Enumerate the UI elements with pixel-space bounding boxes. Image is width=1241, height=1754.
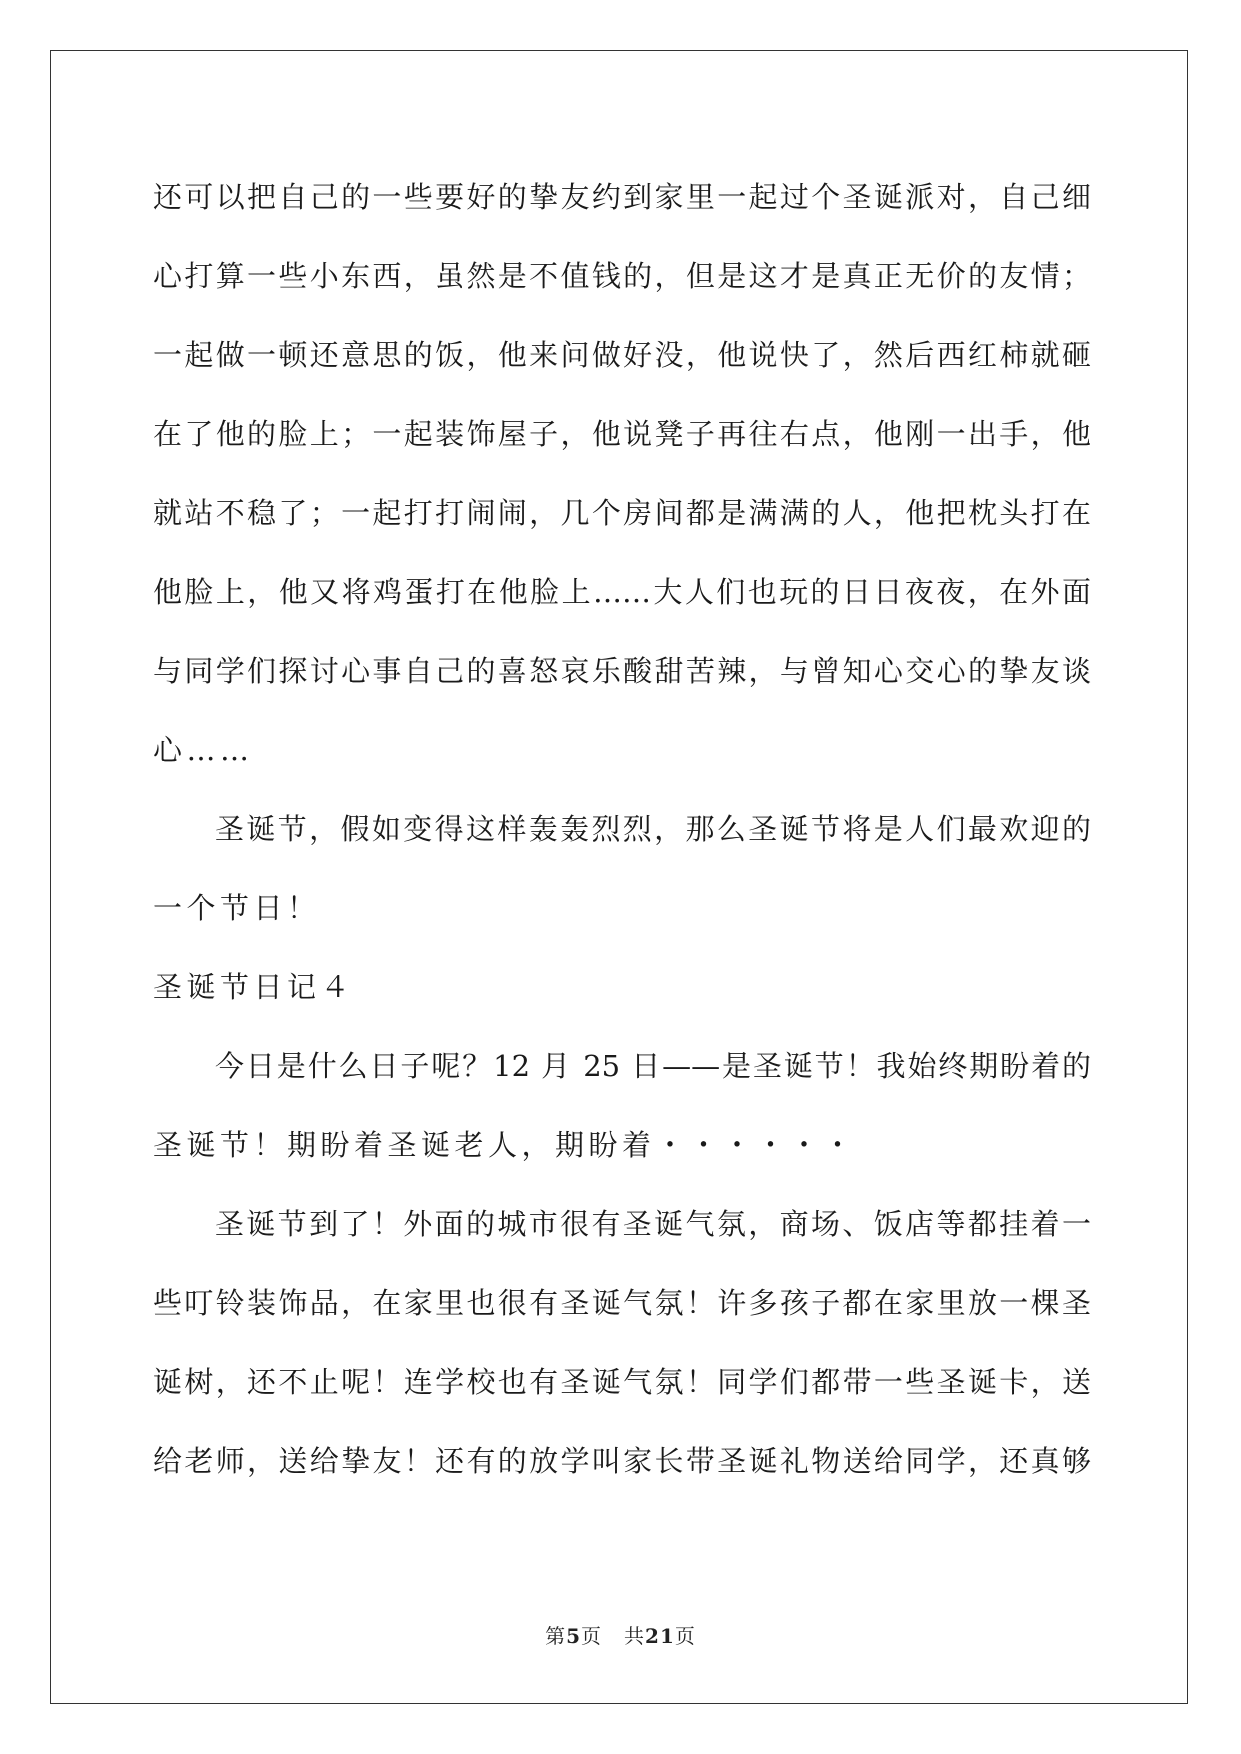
text-line: 心…… xyxy=(153,733,254,767)
page-footer xyxy=(0,1624,1241,1648)
text-line: 圣诞节！期盼着圣诞老人，期盼着・・・・・・ xyxy=(153,1128,857,1162)
text-line: 还可以把自己的一些要好的挚友约到家里一起过个圣诞派对，自己细 xyxy=(153,180,1091,214)
page-prefix: 第 xyxy=(545,1624,567,1648)
text-line: 诞树，还不止呢！连学校也有圣诞气氛！同学们都带一些圣诞卡，送 xyxy=(153,1365,1091,1399)
text-line: 一起做一顿还意思的饭，他来问做好没，他说快了，然后西红柿就砸 xyxy=(153,338,1091,372)
total-suffix: 页 xyxy=(674,1624,696,1648)
paragraph-first-line: 圣诞节，假如变得这样轰轰烈烈，那么圣诞节将是人们最欢迎的 xyxy=(215,812,1091,846)
paragraph-first-line: 今日是什么日子呢？12 月 25 日——是圣诞节！我始终期盼着的 xyxy=(215,1049,1091,1083)
total-pages: 21 xyxy=(645,1624,675,1648)
section-heading: 圣诞节日记４ xyxy=(153,970,355,1004)
total-prefix: 共 xyxy=(624,1624,646,1648)
text-line: 在了他的脸上；一起装饰屋子，他说凳子再往右点，他刚一出手，他 xyxy=(153,417,1091,451)
text-line: 与同学们探讨心事自己的喜怒哀乐酸甜苦辣，与曾知心交心的挚友谈 xyxy=(153,654,1091,688)
text-line: 一个节日！ xyxy=(153,891,321,925)
text-line: 些叮铃装饰品，在家里也很有圣诞气氛！许多孩子都在家里放一棵圣 xyxy=(153,1286,1091,1320)
page-suffix: 页 xyxy=(581,1624,603,1648)
text-line: 他脸上，他又将鸡蛋打在他脸上……大人们也玩的日日夜夜，在外面 xyxy=(153,575,1091,609)
text-line: 心打算一些小东西，虽然是不值钱的，但是这才是真正无价的友情； xyxy=(153,259,1091,293)
text-line: 就站不稳了；一起打打闹闹，几个房间都是满满的人，他把枕头打在 xyxy=(153,496,1091,530)
page-number: 5 xyxy=(566,1624,582,1648)
paragraph-first-line: 圣诞节到了！外面的城市很有圣诞气氛，商场、饭店等都挂着一 xyxy=(215,1207,1091,1241)
document-body xyxy=(153,158,1091,1501)
text-line: 给老师，送给挚友！还有的放学叫家长带圣诞礼物送给同学，还真够 xyxy=(153,1444,1091,1478)
